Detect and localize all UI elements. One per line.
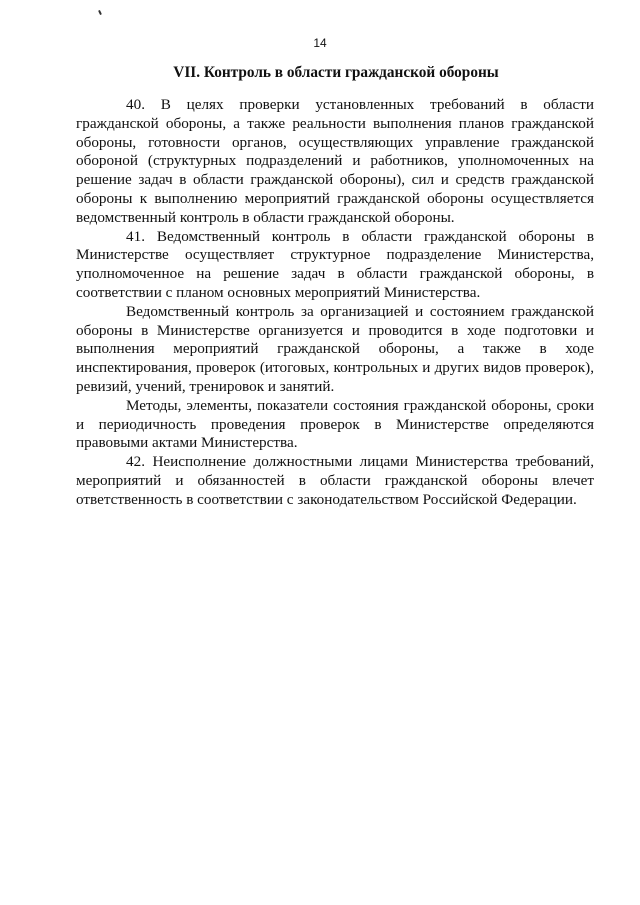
scan-mark: [98, 10, 102, 15]
page-number: 14: [313, 36, 327, 50]
paragraph-40: 40. В целях проверки установленных требований в области гражданской обороны, а также реальности выполнения планов гражданской обороны, готовности органов, осуществляющих управление гражданской обороной (структурных подразделений и работников, уполномоченных на решение задач в области гражданской обороны), сил и средств гражданской обороны к выполнению мероприятий гражданской обороны осуществляется ведомственный контроль в области гражданской обороны.: [76, 96, 594, 226]
paragraph-control-organization: Ведомственный контроль за организацией и состоянием гражданской обороны в Министерстве организуется и проводится в ходе подготовки и выполнения мероприятий гражданской обороны, а также в ходе инспектирования, проверок (итоговых, контрольных и других видов проверок), ревизий, учений, тренировок и занятий.: [76, 302, 594, 395]
paragraph-methods: Методы, элементы, показатели состояния гражданской обороны, сроки и периодичность проведения проверок в Министерстве определяются правовыми актами Министерства.: [76, 396, 594, 452]
paragraph-41: 41. Ведомственный контроль в области гражданской обороны в Министерстве осуществляет структурное подразделение Министерства, уполномоченное на решение задач в области гражданской обороны, в соответствии с планом основных мероприятий Министерства.: [76, 227, 594, 301]
section-title: VII. Контроль в области гражданской обороны: [173, 64, 499, 81]
document-body: [76, 96, 594, 510]
paragraph-42: 42. Неисполнение должностными лицами Министерства требований, мероприятий и обязанностей в области гражданской обороны влечет ответственность в соответствии с законодательством Российской Федерации.: [76, 453, 594, 508]
